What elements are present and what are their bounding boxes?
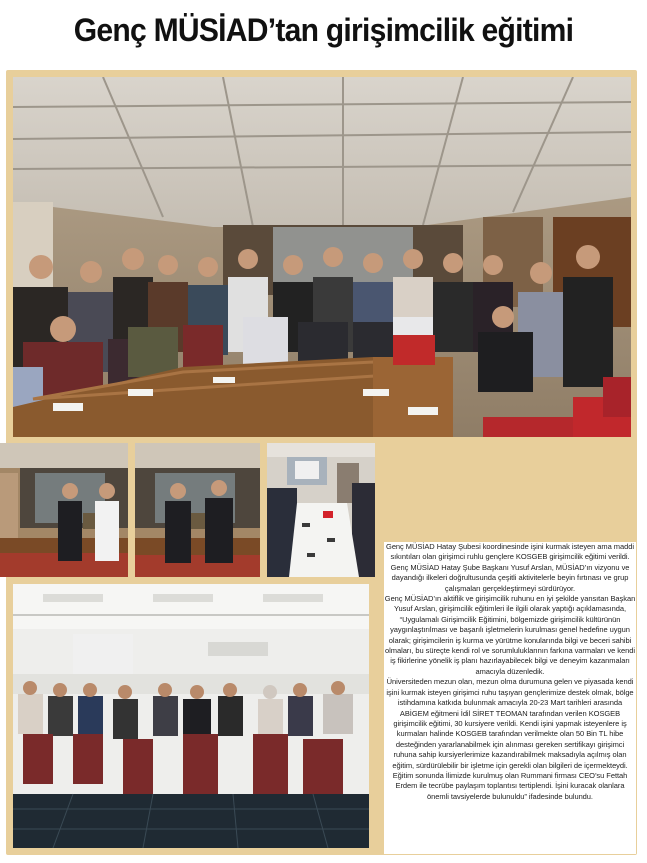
article-body <box>384 542 636 854</box>
meeting-table-photo <box>267 443 375 577</box>
classroom-photo <box>13 584 369 848</box>
certificate-photo-1 <box>0 443 128 577</box>
article-paragraph: Genç MÜSİAD Hatay Şubesi koordinesinde işini kurmak isteyen ama maddi sıkıntıları olan girişimci ruhlu gençlere KOSGEB girişimcilik eğitimi verildi. Genç MÜSİAD Hatay Şube Başkanı Yusuf Arslan, MÜSİAD’ın vizyonu ve dayandığı ilkeleri doğrultusunda çeşitli aktivitelerle beyin fırtınası ve grup çalışmaları gerçekleştirmeyi sürdürüyor. <box>386 542 634 593</box>
article-paragraph: Üniversiteden mezun olan, mezun olma durumuna gelen ve piyasada kendi işini kurmak isteyen girişimci ruhu taşıyan gençlerimize destek olmak, bölge istihdamına katkıda bulunmak amacıyla 20-23 Mart tarihleri arasında ABİGEM eğitmeni İdil SİRET TEOMAN tarafından verilen KOSGEB girişimcilik eğitimi, 30 kursiyere verildi. Kendi işini yapmak isteyenlere iş kurmaları halinde KOSGEB tarafından verilmekte olan 50 Bin TL hibe desteğinden yararlanabilmek için alınması gereken sertifikayı girişimci ruhuna sahip kursiyerlerimize kazandırabilmek maksadıyla açılmış olan eğitim, sürdürülebilir bir işletme için gerekli olan bilgileri de içermekteydi. Eğitim sonunda İlimizde kurulmuş olan Rummani firması CEO’su Fettah Erdem ile tecrübe paylaşım toplantısı tertiplendi. İşini kuracak olanlara önemli tavsiyelerde bulunuldu” ifadesinde bulundu. <box>386 677 634 801</box>
group-photo <box>13 77 631 437</box>
certificate-photo-2 <box>135 443 260 577</box>
headline: Genç MÜSİAD’tan girişimcilik eğitimi <box>73 12 574 48</box>
article-paragraph: Genç MÜSİAD’ın aktiflik ve girişimcilik ruhunu en iyi şekilde yansıtan Başkan Yusuf Arslan, girişimcilik eğitimleri ile ilgili olarak yaptığı açıklamasında, “Uygulamalı Girişimcilik Eğitimini, bölgemizde girişimcilik kültürünün yaygınlaştırılması ve başarılı işletmelerin kurulması genel hedefine uygun olarak; girişimcilerin iş kurma ve yürütme konularında bilgi ve beceri sahibi olmaları, bu süreçte kendi rol ve sorumluluklarının farkına varmaları ve kendi iş fikirlerine yönelik iş planı hazırlayabilecek bilgi ve deneyim kazanmaları amacıyla düzenledik. <box>384 594 636 676</box>
